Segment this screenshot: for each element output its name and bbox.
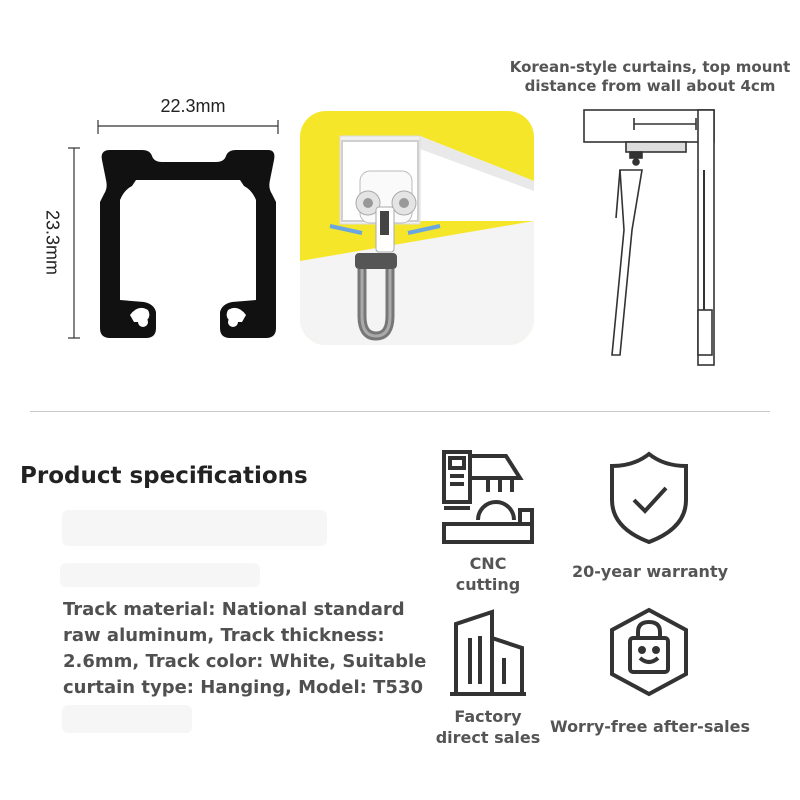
feature-label: direct sales bbox=[435, 728, 541, 747]
feature-cnc bbox=[418, 553, 558, 595]
placeholder-bar bbox=[62, 510, 327, 546]
install-caption-line1: Korean-style curtains, top mount bbox=[509, 58, 791, 76]
feature-warranty bbox=[555, 561, 745, 582]
aluminum-profile-shape bbox=[100, 150, 276, 338]
profile-svg bbox=[30, 90, 290, 350]
spec-line: curtain type: Hanging, Model: T530 bbox=[63, 677, 423, 698]
spec-line: raw aluminum, Track thickness: bbox=[63, 625, 385, 646]
track-runner-illustration bbox=[300, 111, 534, 345]
specs-title: Product specifications bbox=[20, 463, 308, 489]
track-profile-diagram bbox=[30, 90, 290, 350]
feature-factory bbox=[418, 706, 558, 748]
placeholder-bar bbox=[60, 563, 260, 587]
top-mount-diagram bbox=[570, 100, 730, 370]
shield-check-icon bbox=[608, 450, 690, 546]
ceiling-mount bbox=[584, 110, 714, 142]
height-label: 23.3mm bbox=[42, 209, 63, 276]
section-divider bbox=[30, 411, 770, 412]
spec-line: Track material: National standard bbox=[63, 599, 405, 620]
shopping-bag-icon bbox=[606, 606, 692, 698]
feature-label: CNC bbox=[469, 554, 507, 573]
width-label: 22.3mm bbox=[160, 96, 226, 116]
feature-label: Worry-free after-sales bbox=[549, 717, 750, 736]
curtain-fold bbox=[612, 170, 642, 355]
install-caption bbox=[500, 58, 800, 96]
feature-label: cutting bbox=[455, 575, 521, 594]
feature-label: Factory bbox=[454, 707, 522, 726]
specs-text bbox=[63, 597, 443, 701]
factory-building-icon bbox=[448, 608, 528, 698]
install-caption-line2: distance from wall about 4cm bbox=[524, 77, 776, 95]
track-photo-panel bbox=[300, 111, 534, 345]
placeholder-bar bbox=[62, 705, 192, 733]
feature-after-sales bbox=[545, 716, 755, 737]
feature-label: 20-year warranty bbox=[571, 562, 729, 581]
spec-line: 2.6mm, Track color: White, Suitable bbox=[63, 651, 427, 672]
cnc-machine-icon bbox=[440, 448, 536, 548]
